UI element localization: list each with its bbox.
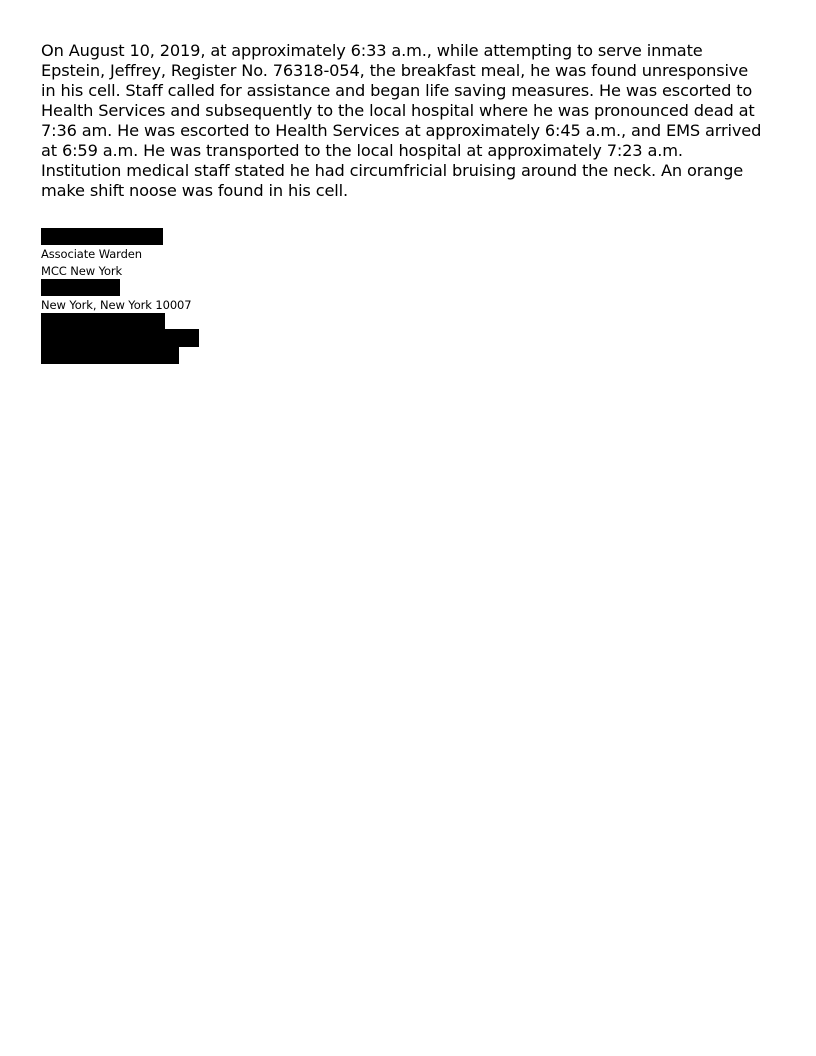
redacted-address (41, 279, 120, 296)
narrative-line: On August 10, 2019, at approximately 6:33 a.m., while attempting to serve inmate (41, 41, 703, 60)
signer-title: Associate Warden (41, 247, 142, 261)
narrative-line: make shift noose was found in his cell. (41, 181, 348, 200)
redacted-contact-line-2 (41, 329, 199, 347)
redacted-contact-line-1 (41, 313, 165, 330)
narrative-line: 7:36 am. He was escorted to Health Services at approximately 6:45 a.m., and EMS arrived (41, 121, 762, 140)
redacted-name (41, 228, 163, 245)
redacted-contact-line-3 (41, 346, 179, 364)
signer-city-state-zip: New York, New York 10007 (41, 298, 192, 312)
narrative-line: at 6:59 a.m. He was transported to the local hospital at approximately 7:23 a.m. (41, 141, 683, 160)
signer-institution: MCC New York (41, 264, 123, 278)
narrative-line: Health Services and subsequently to the local hospital where he was pronounced dead at (41, 101, 755, 120)
narrative-line: in his cell. Staff called for assistance and began life saving measures. He was escorted to (41, 81, 753, 100)
narrative-line: Institution medical staff stated he had circumfricial bruising around the neck. An orange (41, 161, 744, 180)
narrative-line: Epstein, Jeffrey, Register No. 76318-054, the breakfast meal, he was found unresponsive (41, 61, 749, 80)
incident-narrative (41, 41, 781, 201)
